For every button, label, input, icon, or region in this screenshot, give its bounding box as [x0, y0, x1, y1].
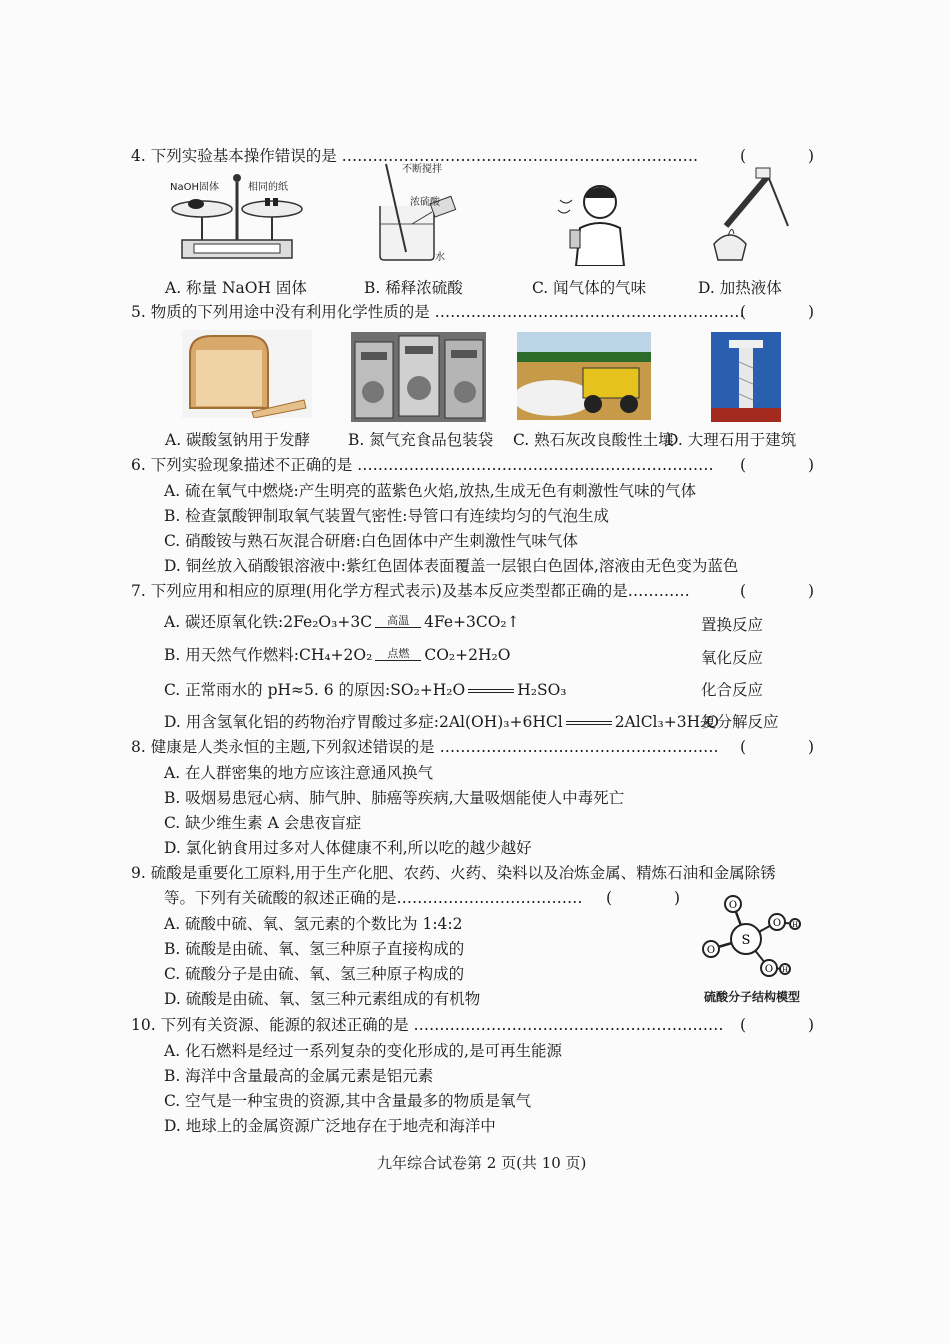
- q7-d-type: 复分解反应: [701, 713, 779, 731]
- q7-option-a[interactable]: [164, 610, 520, 632]
- atom-h-label-2: H: [781, 966, 789, 974]
- q7-b-lhs: CH₄+2O₂: [298, 646, 373, 664]
- marble-column-photo: [711, 332, 781, 422]
- q7-b-text: B. 用天然气作燃料:: [164, 646, 299, 664]
- q10-answer-paren[interactable]: ( ): [740, 1016, 815, 1034]
- q8-option-a[interactable]: A. 在人群密集的地方应该注意通风换气: [164, 764, 434, 782]
- q7-c-lhs: SO₂+H₂O: [390, 681, 466, 699]
- q7-a-type: 置换反应: [701, 616, 764, 634]
- q4-stem: 4. 下列实验基本操作错误的是 ……………………………………………………………: [131, 147, 699, 165]
- atom-o-label-2: O: [706, 945, 716, 956]
- acid-label: 浓硫酸: [410, 197, 440, 208]
- q6-option-d[interactable]: D. 铜丝放入硝酸银溶液中:紫红色固体表面覆盖一层银白色固体,溶液由无色变为蓝色: [164, 557, 739, 575]
- q7-a-text: A. 碳还原氧化铁:: [164, 613, 284, 631]
- dilution-image: [372, 160, 472, 264]
- model-caption: 硫酸分子结构模型: [704, 990, 801, 1004]
- q10-option-b[interactable]: B. 海洋中含量最高的金属元素是铝元素: [164, 1067, 434, 1085]
- q7-b-condition: 点燃: [375, 648, 421, 664]
- q10-option-c[interactable]: C. 空气是一种宝贵的资源,其中含量最多的物质是氧气: [164, 1092, 532, 1110]
- q9-stem-line2: 等。下列有关硫酸的叙述正确的是………………………………: [164, 889, 583, 907]
- q8-option-d[interactable]: D. 氯化钠食用过多对人体健康不利,所以吃的越少越好: [164, 839, 532, 857]
- q9-stem-line1: 9. 硫酸是重要化工原料,用于生产化肥、农药、火药、染料以及冶炼金属、精炼石油和金属除锈: [131, 864, 776, 882]
- q6-answer-paren[interactable]: ( ): [740, 456, 815, 474]
- bread-photo: [182, 330, 312, 418]
- q7-d-rhs: 2AlCl₃+3H₂O: [614, 713, 720, 731]
- q10-option-a[interactable]: A. 化石燃料是经过一系列复杂的变化形成的,是可再生能源: [164, 1042, 562, 1060]
- spreading-lime-photo: [517, 332, 651, 420]
- q5-option-c[interactable]: C. 熟石灰改良酸性土壤: [513, 431, 674, 449]
- water-label: 水: [435, 252, 445, 263]
- snack-bags-photo: [351, 332, 486, 422]
- q7-c-text: C. 正常雨水的 pH≈5. 6 的原因:: [164, 681, 391, 699]
- sulfuric-acid-model: [695, 892, 815, 984]
- q7-option-b[interactable]: [164, 643, 510, 665]
- q5-option-b[interactable]: B. 氮气充食品包装袋: [348, 431, 494, 449]
- q8-option-b[interactable]: B. 吸烟易患冠心病、肺气肿、肺癌等疾病,大量吸烟能使人中毒死亡: [164, 789, 625, 807]
- q7-stem: 7. 下列应用和相应的原理(用化学方程式表示)及基本反应类型都正确的是…………: [131, 582, 690, 600]
- heating-liquid-image: [706, 166, 796, 266]
- q7-d-equals: [566, 721, 612, 725]
- page-footer: 九年综合试卷第 2 页(共 10 页): [377, 1154, 587, 1172]
- q7-b-type: 氧化反应: [701, 649, 764, 667]
- paper-label: 相同的纸: [248, 182, 288, 193]
- q9-option-d[interactable]: D. 硫酸是由硫、氧、氢三种元素组成的有机物: [164, 990, 481, 1008]
- q7-d-text: D. 用含氢氧化铝的药物治疗胃酸过多症:: [164, 713, 439, 731]
- q6-option-a[interactable]: A. 硫在氧气中燃烧:产生明亮的蓝紫色火焰,放热,生成无色有刺激性气味的气体: [164, 482, 697, 500]
- q7-a-lhs: 2Fe₂O₃+3C: [283, 613, 373, 631]
- q7-option-d[interactable]: [164, 710, 719, 732]
- smelling-gas-image: [556, 180, 630, 266]
- q8-option-c[interactable]: C. 缺少维生素 A 会患夜盲症: [164, 814, 362, 832]
- q9-option-c[interactable]: C. 硫酸分子是由硫、氧、氢三种原子构成的: [164, 965, 465, 983]
- q4-option-d[interactable]: D. 加热液体: [698, 279, 782, 297]
- q7-c-equals: [468, 689, 514, 693]
- q7-d-lhs: 2Al(OH)₃+6HCl: [438, 713, 563, 731]
- q10-stem: 10. 下列有关资源、能源的叙述正确的是 ……………………………………………………: [131, 1016, 724, 1034]
- atom-h-label-1: H: [791, 921, 799, 929]
- q7-option-c[interactable]: [164, 678, 567, 700]
- q4-answer-paren[interactable]: ( ): [740, 147, 815, 165]
- q5-option-d[interactable]: D. 大理石用于建筑: [666, 431, 797, 449]
- naoh-label: NaOH固体: [170, 182, 219, 193]
- q4-option-b[interactable]: B. 稀释浓硫酸: [364, 279, 463, 297]
- q5-answer-paren[interactable]: ( ): [740, 303, 815, 321]
- q6-option-c[interactable]: C. 硝酸铵与熟石灰混合研磨:白色固体中产生刺激性气味气体: [164, 532, 578, 550]
- q7-c-rhs: H₂SO₃: [517, 681, 567, 699]
- q9-answer-paren[interactable]: ( ): [606, 889, 681, 907]
- q4-option-a[interactable]: A. 称量 NaOH 固体: [165, 279, 307, 297]
- atom-o-label-4: O: [764, 964, 774, 975]
- q6-stem: 6. 下列实验现象描述不正确的是 ……………………………………………………………: [131, 456, 714, 474]
- q7-a-condition: 高温: [375, 615, 421, 631]
- q9-option-a[interactable]: A. 硫酸中硫、氧、氢元素的个数比为 1:4:2: [164, 915, 463, 933]
- q8-stem: 8. 健康是人类永恒的主题,下列叙述错误的是 ………………………………………………: [131, 738, 719, 756]
- atom-o-label-3: O: [772, 918, 782, 929]
- q9-option-b[interactable]: B. 硫酸是由硫、氧、氢三种原子直接构成的: [164, 940, 465, 958]
- q6-option-b[interactable]: B. 检查氯酸钾制取氧气装置气密性:导管口有连续均匀的气泡生成: [164, 507, 609, 525]
- atom-o-label-1: O: [728, 900, 738, 911]
- q7-c-type: 化合反应: [701, 681, 764, 699]
- q4-option-c[interactable]: C. 闻气体的气味: [532, 279, 647, 297]
- q10-option-d[interactable]: D. 地球上的金属资源广泛地存在于地壳和海洋中: [164, 1117, 496, 1135]
- q5-option-a[interactable]: A. 碳酸氢钠用于发酵: [165, 431, 311, 449]
- q8-answer-paren[interactable]: ( ): [740, 738, 815, 756]
- stir-label: 不断搅拌: [402, 164, 442, 175]
- q7-answer-paren[interactable]: ( ): [740, 582, 815, 600]
- q5-stem: 5. 物质的下列用途中没有利用化学性质的是 ……………………………………………………: [131, 303, 745, 321]
- atom-s-label: S: [741, 933, 751, 948]
- q7-b-rhs: CO₂+2H₂O: [424, 646, 511, 664]
- q7-a-rhs: 4Fe+3CO₂↑: [424, 613, 520, 631]
